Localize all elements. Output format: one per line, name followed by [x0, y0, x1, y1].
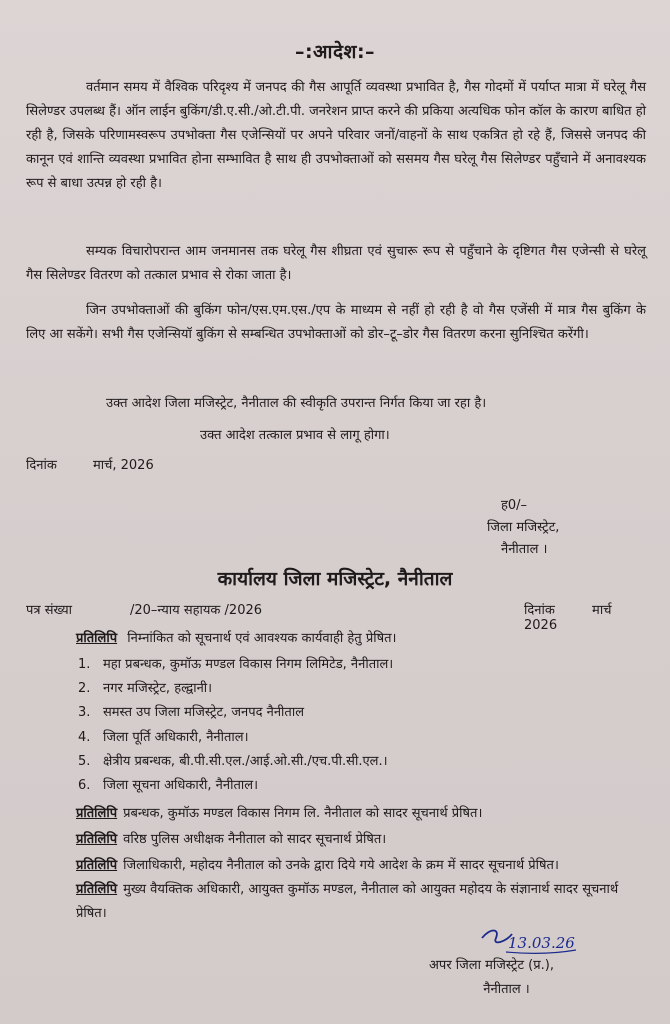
date-label: दिनांक: [26, 458, 57, 473]
copy-text: जिलाधिकारी, महोदय नैनीताल को उनके द्वारा दिये गये आदेश के क्रम में सादर सूचनार्थ प्रेषित।: [123, 858, 559, 873]
handwritten-signature: [478, 924, 578, 956]
adm-signature-block: [429, 954, 554, 1002]
copy-label: प्रतिलिपि: [76, 806, 118, 821]
copy-intro-text: निम्नांकित को सूचनार्थ एवं आवश्यक कार्यवाही हेतु प्रेषित।: [127, 631, 397, 646]
list-item: 2. नगर मजिस्ट्रेट, हल्द्वानी।: [78, 681, 213, 697]
copy-line-3: [76, 854, 646, 878]
list-item: 5. क्षेत्रीय प्रबन्धक, बी.पी.सी.एल./आई.ओ.सी./एच.पी.सी.एल.।: [78, 753, 388, 769]
copy-label: प्रतिलिपि: [76, 858, 118, 873]
paragraph-text: सम्यक विचारोपरान्त आम जनमानस तक घरेलू गैस शीघ्रता एवं सुचारू रूप से पहुँचाने के दृष्टिगत गैस एजेन्सी से घरेलू गैस सिलेण्डर वितरण को तत्काल प्रभाव से रोका जाता है।: [26, 244, 646, 283]
list-item: 3. समस्त उप जिला मजिस्ट्रेट, जनपद नैनीताल: [78, 705, 305, 721]
list-item: 1. महा प्रबन्धक, कुमॉऊ मण्डल विकास निगम लिमिटेड, नैनीताल।: [78, 657, 394, 672]
copy-line-4: [76, 878, 646, 926]
order-paragraph-3: [26, 299, 646, 347]
signed-initials: ह0/–: [501, 498, 528, 513]
order-paragraph-5: उक्त आदेश तत्काल प्रभाव से लागू होगा।: [200, 428, 390, 443]
letter-number-label: पत्र संख्या: [26, 603, 72, 618]
order-date: [26, 455, 186, 473]
letter-date-value: मार्च 2026: [524, 603, 612, 633]
paragraph-text: वर्तमान समय में वैश्विक परिदृश्य में जनपद की गैस आपूर्ति व्यवस्था प्रभावित है, गैस गोदमों में पर्याप्त मात्रा में घरेलू गैस सिलेण्डर उपलब्ध हैं। ऑन लाईन बुकिंग/डी.ए.सी./ओ.टी.पी. जनरेशन प्राप्त करने की प्रकिया अत्यधिक फोन कॉल के कारण बाधित हो रही है, जिसके परिणामस्वरूप उपभोक्ता गैस एजेन्सियों पर अपने परिवार जनों/वाहनों के साथ एकत्रित हो रहे हैं, जिससे जनपद की कानून एवं शान्ति व्यवस्था प्रभावित होना सम्भावित है साथ ही उपभोक्ताओं को ससमय गैस घरेलू गैस सिलेण्डर पहुँचाने में अनावश्यक रूप से बाधा उत्पन्न हो रही है।: [26, 80, 646, 191]
recipient-list: [78, 653, 393, 798]
copy-text: मुख्य वैयक्तिक अधिकारी, आयुक्त कुमॉऊ मण्डल, नैनीताल को आयुक्त महोदय के संज्ञानार्थ सादर सूचनार्थ प्रेषित।: [76, 882, 619, 921]
office-title: कार्यालय जिला मजिस्ट्रेट, नैनीताल: [217, 568, 453, 590]
signatory-place: नैनीताल ।: [483, 982, 530, 997]
signatory-title: अपर जिला मजिस्ट्रेट (प्र.),: [429, 958, 554, 973]
list-item: 6. जिला सूचना अधिकारी, नैनीताल।: [78, 778, 258, 794]
signatory-title: जिला मजिस्ट्रेट,: [487, 520, 560, 535]
copy-text: वरिष्ठ पुलिस अधीक्षक नैनीताल को सादर सूचनार्थ प्रेषित।: [123, 832, 387, 847]
order-paragraph-2: [26, 240, 646, 288]
list-item: 4. जिला पूर्ति अधिकारी, नैनीताल।: [78, 729, 249, 745]
signatory-place: नैनीताल ।: [501, 542, 548, 557]
order-heading: –:आदेश:–: [294, 41, 376, 63]
copy-text: प्रबन्धक, कुमॉऊ मण्डल विकास निगम लि. नैनीताल को सादर सूचनार्थ प्रेषित।: [123, 806, 483, 821]
dm-signature-block: [487, 495, 559, 561]
date-value: मार्च, 2026: [92, 458, 154, 473]
order-paragraph-1: [26, 76, 646, 196]
copy-label: प्रतिलिपि: [76, 832, 118, 847]
letter-number: /20–न्याय सहायक /2026: [130, 603, 263, 618]
paragraph-text: जिन उपभोक्ताओं की बुकिंग फोन/एस.एम.एस./एप के माध्यम से नहीं हो रही है वो गैस एजेंसी में मात्र गैस बुकिंग के लिए आ सकेंगे। सभी गैस एजेन्सियॉ बुकिंग से सम्बन्धित उपभोक्ताओं को डोर–टू–डोर गैस वितरण करना सुनिश्चित करेंगी।: [26, 303, 646, 342]
copy-intro: [76, 628, 396, 646]
letter-date: [524, 600, 646, 633]
order-paragraph-4: उक्त आदेश जिला मजिस्ट्रेट, नैनीताल की स्वीकृति उपरान्त निर्गत किया जा रहा है।: [106, 396, 487, 411]
copy-label: प्रतिलिपि: [76, 631, 118, 646]
signature-date: 13.03.26: [508, 934, 575, 952]
copy-line-2: [76, 828, 646, 852]
copy-line-1: [76, 802, 646, 826]
letter-date-label: दिनांक: [524, 603, 555, 618]
copy-label: प्रतिलिपि: [76, 882, 118, 897]
